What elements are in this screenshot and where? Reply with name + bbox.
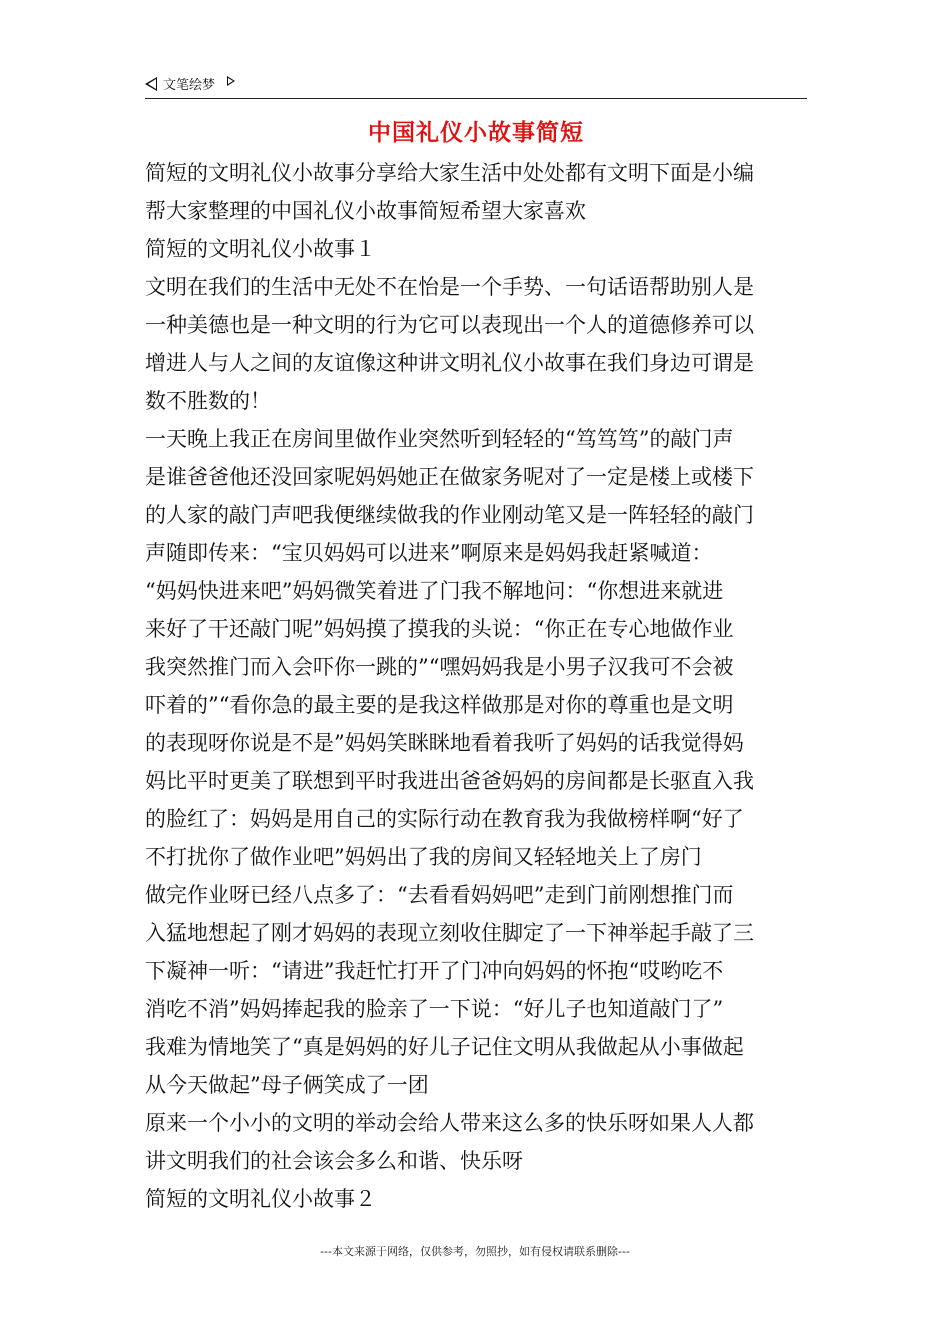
- text-line: 来好了干还敲门呢”妈妈摸了摸我的头说：“你正在专心地做作业: [145, 617, 734, 641]
- text-line: 的人家的敲门声吧我便继续做我的作业刚动笔又是一阵轻轻的敲门: [145, 503, 754, 527]
- text-line: 下凝神一听：“请进”我赶忙打开了门冲向妈妈的怀抱“哎哟吃不: [145, 959, 724, 983]
- text-line: 吓着的”“看你急的最主要的是我这样做那是对你的尊重也是文明: [145, 693, 734, 717]
- text-line: 原来一个小小的文明的举动会给人带来这么多的快乐呀如果人人都: [145, 1111, 754, 1135]
- text-line: 声随即传来：“宝贝妈妈可以进来”啊原来是妈妈我赶紧喊道：: [145, 541, 713, 565]
- text-line: 数不胜数的！: [145, 389, 271, 413]
- document-body: [145, 154, 807, 1218]
- text-line: 讲文明我们的社会该会多么和谐、快乐呀: [145, 1149, 523, 1173]
- text-line: 不打扰你了做作业吧”妈妈出了我的房间又轻轻地关上了房门: [145, 845, 702, 869]
- text-line: 消吃不消”妈妈捧起我的脸亲了一下说：“好儿子也知道敲门了”: [145, 997, 724, 1021]
- text-line: 我难为情地笑了“真是妈妈的好儿子记住文明从我做起从小事做起: [145, 1035, 744, 1059]
- text-line: “妈妈快进来吧”妈妈微笑着进了门我不解地问：“你想进来就进: [145, 579, 724, 603]
- text-line: 增进人与人之间的友谊像这种讲文明礼仪小故事在我们身边可谓是: [145, 351, 754, 375]
- page-footer: ---本文来源于网络，仅供参考，勿照抄，如有侵权请联系删除---: [320, 1245, 630, 1258]
- header-brand: [145, 74, 235, 93]
- section-heading: 简短的文明礼仪小故事２: [145, 1187, 376, 1211]
- text-line: 简短的文明礼仪小故事分享给大家生活中处处都有文明下面是小编: [145, 161, 754, 185]
- text-line: 我突然推门而入会吓你一跳的”“嘿妈妈我是小男子汉我可不会被: [145, 655, 734, 679]
- text-line: 的脸红了：妈妈是用自己的实际行动在教育我为我做榜样啊“好了: [145, 807, 744, 831]
- document-title: 中国礼仪小故事简短: [368, 120, 584, 146]
- text-line: 做完作业呀已经八点多了：“去看看妈妈吧”走到门前刚想推门而: [145, 883, 734, 907]
- text-line: 一种美德也是一种文明的行为它可以表现出一个人的道德修养可以: [145, 313, 754, 337]
- text-line: 一天晚上我正在房间里做作业突然听到轻轻的“笃笃笃”的敲门声: [145, 427, 734, 451]
- text-line: 的表现呀你说是不是”妈妈笑眯眯地看着我听了妈妈的话我觉得妈: [145, 731, 744, 755]
- triangle-left-icon: [145, 77, 157, 91]
- brand-text: 文笔绘梦: [163, 78, 216, 93]
- text-line: 从今天做起”母子俩笑成了一团: [145, 1073, 429, 1097]
- triangle-right-icon: [227, 76, 235, 86]
- text-line: 文明在我们的生活中无处不在怡是一个手势、一句话语帮助别人是: [145, 275, 754, 299]
- text-line: 入猛地想起了刚才妈妈的表现立刻收住脚定了一下神举起手敲了三: [145, 921, 754, 945]
- section-heading: 简短的文明礼仪小故事１: [145, 237, 376, 261]
- text-line: 帮大家整理的中国礼仪小故事简短希望大家喜欢: [145, 199, 586, 223]
- text-line: 是谁爸爸他还没回家呢妈妈她正在做家务呢对了一定是楼上或楼下: [145, 465, 754, 489]
- page-header: [145, 72, 807, 99]
- text-line: 妈比平时更美了联想到平时我进出爸爸妈妈的房间都是长驱直入我: [145, 769, 754, 793]
